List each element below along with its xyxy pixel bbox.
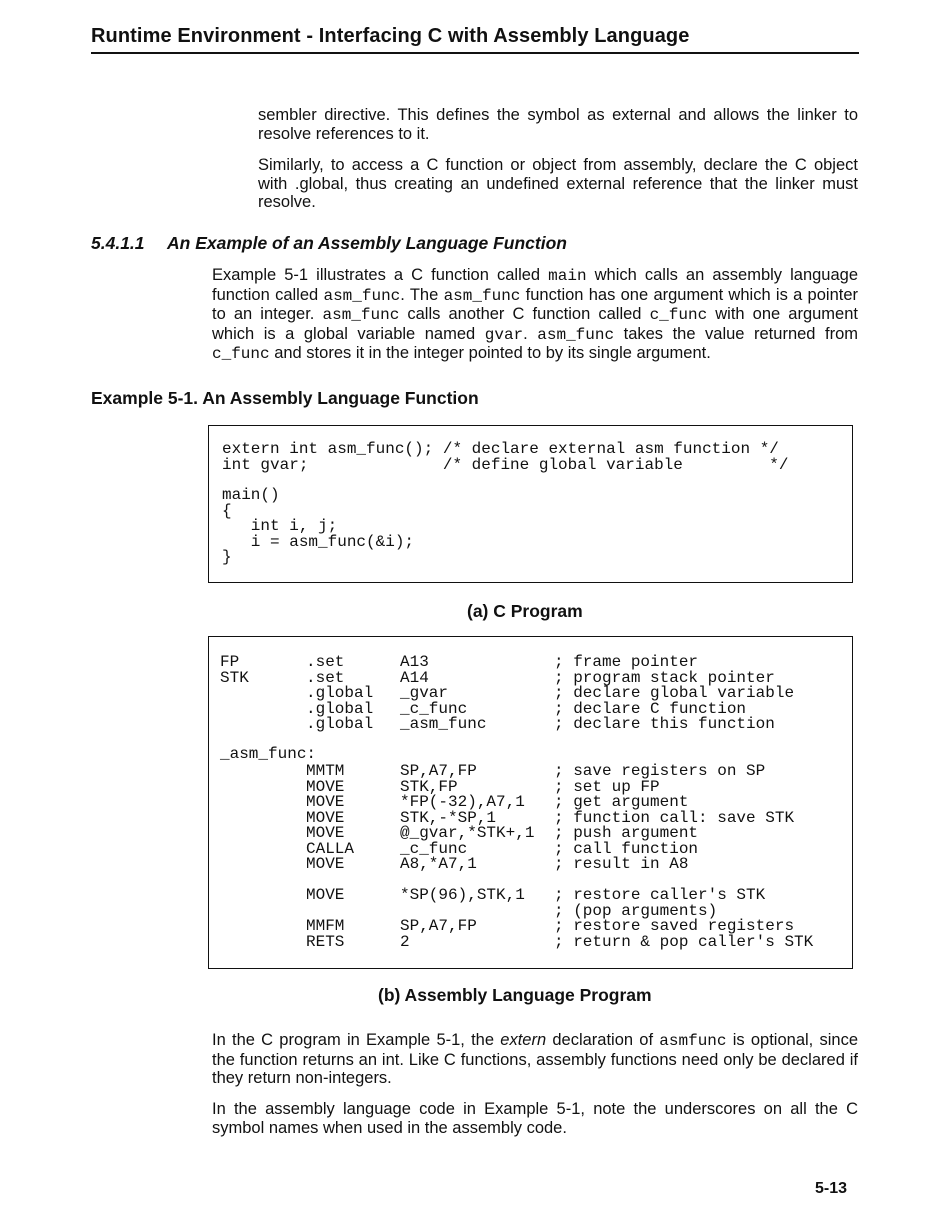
text-run: Example 5-1 illustrates a C function called bbox=[212, 266, 549, 284]
asm-comment: ; restore caller's STK bbox=[554, 886, 766, 904]
asm-arg: A13 bbox=[400, 653, 429, 671]
text-run: with one argument which is a global variable named bbox=[212, 305, 858, 343]
caption-c-program: (a) C Program bbox=[467, 601, 583, 621]
example-description bbox=[212, 266, 858, 364]
asm-arg: A14 bbox=[400, 668, 429, 687]
asm-arg: SP,A7,FP bbox=[400, 762, 477, 780]
code-asm-func: asm_func bbox=[323, 286, 401, 305]
asm-op: .set bbox=[306, 653, 345, 671]
asm-row bbox=[209, 747, 849, 763]
page-number: 5-13 bbox=[815, 1180, 848, 1197]
c-code-line: extern int asm_func(); /* declare external asm function */ bbox=[222, 440, 779, 458]
asm-program-box bbox=[208, 636, 853, 969]
text-run: and stores it in the integer pointed to by its single argument. bbox=[269, 344, 711, 362]
text-run: declaration of bbox=[546, 1031, 660, 1049]
code-asm-func: asm_func bbox=[322, 306, 400, 324]
emphasis-extern: extern bbox=[500, 1031, 547, 1049]
asm-comment: ; function call: save STK bbox=[554, 808, 795, 827]
text-run: function has one argument which is a pointer to an integer. bbox=[212, 285, 859, 323]
asm-label: STK bbox=[220, 668, 249, 687]
code-c-func: c_func bbox=[649, 306, 708, 324]
asm-arg: *FP(-32),A7,1 bbox=[400, 793, 525, 811]
c-code-line: i = asm_func(&i); bbox=[222, 532, 415, 551]
asm-arg: @_gvar,*STK+,1 bbox=[400, 824, 535, 842]
asm-comment: ; get argument bbox=[554, 793, 689, 811]
asm-comment: ; declare this function bbox=[554, 715, 775, 733]
closing-paragraph-1 bbox=[212, 1031, 858, 1088]
asm-comment: ; declare global variable bbox=[554, 684, 795, 702]
asm-comment: ; declare C function bbox=[554, 699, 747, 718]
asm-row bbox=[209, 888, 849, 904]
asm-comment: ; return & pop caller's STK bbox=[554, 932, 814, 951]
asm-op: MMTM bbox=[306, 762, 345, 780]
intro-paragraph-1: sembler directive. This defines the symbol as external and allows the linker to resolve references to it. bbox=[258, 106, 858, 143]
asm-arg: SP,A7,FP bbox=[400, 917, 477, 935]
asm-op: MMFM bbox=[306, 917, 345, 935]
header-rule bbox=[91, 52, 859, 54]
asm-comment: ; result in A8 bbox=[554, 855, 689, 873]
c-code-line: main() bbox=[222, 486, 280, 504]
asm-op: MOVE bbox=[306, 824, 345, 842]
code-asmfunc: asmfunc bbox=[659, 1032, 727, 1050]
asm-comment: ; (pop arguments) bbox=[554, 901, 718, 920]
asm-op: .global bbox=[306, 715, 374, 733]
text-run: which calls an assembly language function called bbox=[212, 266, 858, 304]
section-heading bbox=[91, 233, 567, 254]
c-code-line: int gvar; /* define global variable */ bbox=[222, 455, 789, 474]
asm-arg: A8,*A7,1 bbox=[400, 855, 477, 873]
code-gvar: gvar bbox=[484, 325, 524, 344]
asm-arg: _gvar bbox=[400, 684, 449, 702]
c-code-line: int i, j; bbox=[222, 517, 338, 535]
asm-row bbox=[209, 777, 849, 796]
closing-paragraph-2: In the assembly language code in Example 5-1, note the underscores on all the C symbol names when used in the assembly code. bbox=[212, 1100, 858, 1137]
asm-row bbox=[209, 839, 849, 858]
c-code-line: { bbox=[222, 501, 232, 520]
asm-arg: *SP(96),STK,1 bbox=[400, 886, 525, 904]
asm-op: MOVE bbox=[306, 808, 345, 827]
asm-arg: STK,-*SP,1 bbox=[400, 808, 497, 827]
asm-comment: ; push argument bbox=[554, 824, 699, 842]
text-run: In the C program in Example 5-1, the bbox=[212, 1031, 501, 1049]
asm-comment: ; program stack pointer bbox=[554, 668, 775, 687]
text-run: calls another C function called bbox=[399, 305, 650, 323]
section-title: An Example of an Assembly Language Function bbox=[167, 233, 567, 253]
asm-row bbox=[209, 686, 849, 702]
code-main: main bbox=[548, 267, 587, 285]
asm-op: .global bbox=[306, 684, 374, 702]
asm-label: FP bbox=[220, 653, 240, 671]
asm-comment: ; frame pointer bbox=[554, 653, 699, 671]
asm-op: CALLA bbox=[306, 839, 355, 858]
asm-row bbox=[209, 857, 849, 873]
asm-comment: ; restore saved registers bbox=[554, 917, 795, 935]
asm-op: RETS bbox=[306, 932, 345, 951]
text-run: . The bbox=[400, 285, 444, 304]
asm-op: .global bbox=[306, 699, 374, 718]
code-asm-func: asm_func bbox=[443, 286, 521, 305]
code-asm-func: asm_func bbox=[537, 325, 615, 344]
asm-comment: ; save registers on SP bbox=[554, 762, 766, 780]
asm-op: MOVE bbox=[306, 886, 345, 904]
asm-arg: _c_func bbox=[400, 699, 468, 718]
c-code-line: } bbox=[222, 548, 232, 566]
text-run: is optional, since the function returns an int. Like C functions, assembly functions need only be declared if they return non-integers. bbox=[212, 1031, 858, 1087]
caption-asm-program: (b) Assembly Language Program bbox=[378, 985, 652, 1005]
asm-arg: _asm_func bbox=[400, 715, 487, 733]
c-program-box bbox=[208, 425, 853, 583]
asm-arg: STK,FP bbox=[400, 777, 458, 796]
running-header: Runtime Environment - Interfacing C with Assembly Language bbox=[91, 25, 690, 47]
asm-row bbox=[209, 932, 849, 951]
section-number: 5.4.1.1 bbox=[91, 233, 145, 253]
intro-paragraph-2: Similarly, to access a C function or object from assembly, declare the C object with .global, thus creating an undefined external reference that the linker must resolve. bbox=[258, 156, 858, 211]
asm-op: MOVE bbox=[306, 855, 345, 873]
asm-op: MOVE bbox=[306, 793, 345, 811]
asm-arg: 2 bbox=[400, 932, 410, 951]
code-c-func: c_func bbox=[212, 345, 270, 363]
asm-op: MOVE bbox=[306, 777, 345, 796]
asm-op: .set bbox=[306, 668, 345, 687]
asm-row bbox=[209, 764, 849, 780]
asm-row bbox=[209, 717, 849, 733]
asm-arg: _c_func bbox=[400, 839, 468, 858]
asm-label: _asm_func: bbox=[220, 745, 317, 763]
text-run: . bbox=[523, 324, 538, 343]
example-title: Example 5-1. An Assembly Language Function bbox=[91, 388, 479, 408]
asm-comment: ; set up FP bbox=[554, 777, 660, 796]
asm-comment: ; call function bbox=[554, 839, 699, 858]
text-run: takes the value returned from bbox=[614, 324, 859, 343]
asm-row bbox=[209, 826, 849, 842]
